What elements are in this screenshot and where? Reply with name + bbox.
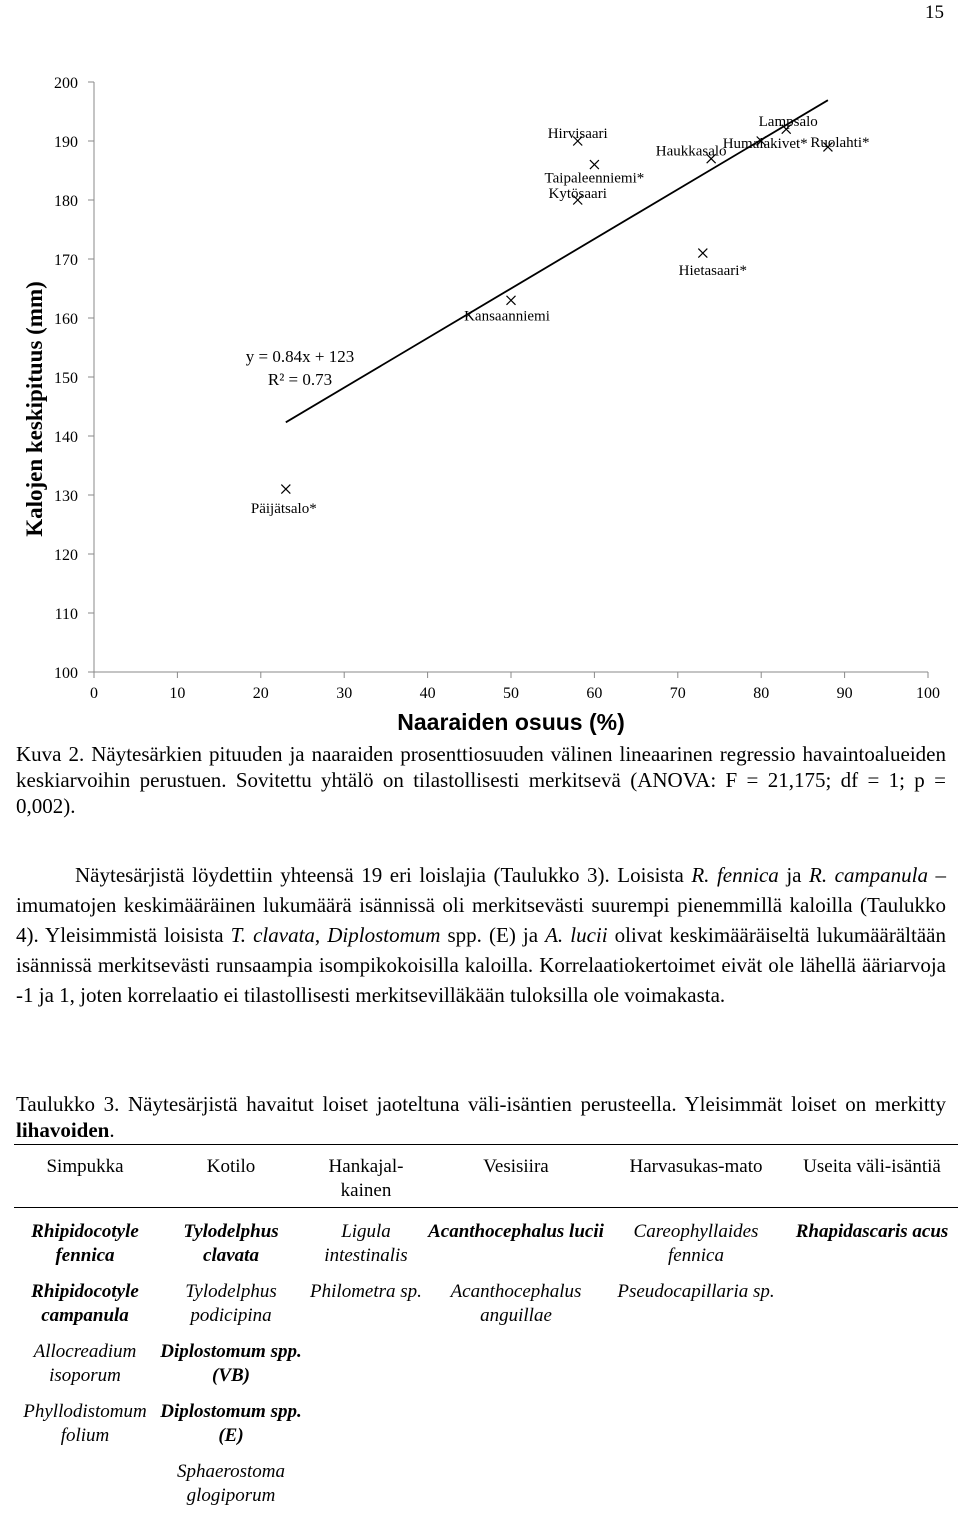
table-cell (786, 1340, 958, 1400)
y-tick-label: 110 (54, 606, 78, 623)
table-cell (606, 1460, 786, 1520)
table-header-cell: Simpukka (14, 1145, 156, 1208)
data-point-label: Hirvisaari (547, 126, 608, 142)
data-point-label: Haukkasalo (655, 143, 727, 160)
table-cell: Ligula intestinalis (324, 1221, 408, 1266)
x-tick-label: 80 (753, 685, 770, 702)
table-header-cell: Kotilo (156, 1145, 306, 1208)
table-header-cell: Harvasukas-mato (606, 1145, 786, 1208)
table-cell (606, 1340, 786, 1400)
parasite-table (14, 1144, 958, 1520)
y-tick-label: 200 (54, 75, 78, 92)
y-tick-label: 190 (54, 134, 78, 151)
table-cell (786, 1460, 958, 1520)
table-cell: Rhapidascaris acus (795, 1221, 949, 1242)
table-cell (306, 1400, 426, 1460)
x-tick-label: 60 (586, 685, 603, 702)
data-point-label: Ruolahti* (810, 134, 870, 151)
table-row (14, 1280, 958, 1340)
table-cell (786, 1280, 958, 1340)
table-cell: Phyllodistomum folium (23, 1401, 147, 1446)
y-tick-label: 140 (54, 429, 78, 446)
x-axis-title: Naaraiden osuus (%) (397, 709, 625, 735)
table-caption: Taulukko 3. Näytesärjistä havaitut loiset jaoteltuna väli-isäntien perusteella. Yleisimmät loiset on merkitty lihavoiden. (16, 1092, 946, 1142)
y-tick-label: 150 (54, 370, 78, 387)
data-point-label: Kytösaari (548, 186, 607, 202)
y-tick-label: 120 (54, 547, 78, 564)
data-point-marker (507, 296, 516, 305)
table-cell: Acanthocephalus anguillae (450, 1281, 582, 1326)
table-cell (306, 1340, 426, 1400)
x-tick-label: 70 (669, 685, 686, 702)
table-header-cell: Hankajal-kainen (306, 1145, 426, 1208)
y-tick-label: 170 (54, 252, 78, 269)
scatter-chart (0, 60, 960, 735)
figure-caption: Kuva 2. Näytesärkien pituuden ja naaraiden prosenttiosuuden välinen lineaarinen regressio havaintoalueiden keskiarvoihin perustuen. Sovitettu yhtälö on tilastollisesti merkitsevä (ANOVA: F = 21,175; df = 1; p = 0,002). (16, 742, 946, 818)
table-cell (606, 1400, 786, 1460)
x-tick-label: 50 (503, 685, 519, 702)
table-cell: Tylodelphus podicipina (185, 1281, 277, 1326)
data-point-label: Kansaanniemi (464, 308, 550, 325)
table-cell (426, 1340, 606, 1400)
table-cell (786, 1400, 958, 1460)
table-cell: Acanthocephalus lucii (428, 1221, 604, 1242)
x-tick-label: 40 (419, 685, 436, 702)
r-squared: R² = 0.73 (267, 370, 333, 389)
table-cell (306, 1460, 426, 1520)
y-axis-title: Kalojen keskipituus (mm) (22, 281, 47, 537)
table-cell: Allocreadium isoporum (33, 1341, 137, 1386)
data-point-marker (698, 249, 707, 258)
y-tick-label: 160 (54, 311, 78, 328)
table-row (14, 1208, 958, 1281)
y-tick-label: 100 (54, 665, 78, 682)
table-header-row (14, 1145, 958, 1208)
y-tick-label: 180 (54, 193, 78, 210)
table-cell: Diplostomum spp. (E) (160, 1401, 302, 1446)
x-tick-label: 30 (336, 685, 353, 702)
data-point-marker (281, 485, 290, 494)
trend-equation: y = 0.84x + 123 (245, 347, 355, 366)
data-point-label: Hietasaari* (678, 263, 747, 280)
x-tick-label: 90 (836, 685, 853, 702)
table-row (14, 1460, 958, 1520)
table-cell: Philometra sp. (310, 1281, 422, 1302)
body-paragraph: Näytesärjistä löydettiin yhteensä 19 eri loislajia (Taulukko 3). Loisista R. fennica ja R. campanula –imumatojen keskimääräinen lukumäärä isännissä oli merkitsevästi suurempi pienemmillä kaloilla (Taulukko 4). Yleisimmistä loisista T. clavata, Diplostomum spp. (E) ja A. lucii olivat keskimääräiseltä lukumäärältään isännissä merkitsevästi runsaampia isompikokoisilla kaloilla. Korrelaatiokertoimet eivät ole lähellä ääriarvoja -1 ja 1, joten korrelaatio ei tilastollisesti merkitsevilläkään tuloksilla ole voimakasta. (16, 863, 947, 1007)
page-number: 15 (925, 2, 944, 23)
table-cell: Sphaerostoma glogiporum (176, 1461, 286, 1506)
table-cell: Pseudocapillaria sp. (617, 1281, 775, 1302)
table-cell (426, 1460, 606, 1520)
data-point-label: Taipaleenniemi* (544, 170, 645, 187)
data-point-label: Humalakivet* (722, 136, 808, 152)
table-header-cell: Useita väli-isäntiä (786, 1145, 958, 1208)
y-tick-label: 130 (54, 488, 78, 505)
table-cell: Diplostomum spp. (VB) (160, 1341, 302, 1386)
table-header-cell: Vesisiira (426, 1145, 606, 1208)
x-tick-label: 0 (90, 685, 98, 702)
table-cell: Tylodelphus clavata (183, 1221, 279, 1266)
x-tick-label: 20 (252, 685, 269, 702)
data-point-label: Päijätsalo* (250, 501, 317, 518)
table-cell (14, 1460, 156, 1520)
x-tick-label: 10 (169, 685, 186, 702)
table-cell (426, 1400, 606, 1460)
data-point-label: Lampsalo (758, 114, 818, 131)
x-tick-label: 100 (916, 685, 940, 702)
data-point-marker (590, 160, 599, 169)
table-cell: Rhipidocotyle campanula (31, 1281, 139, 1326)
table-cell: Careophyllaides fennica (633, 1221, 759, 1266)
table-row (14, 1400, 958, 1460)
table-row (14, 1340, 958, 1400)
table-cell: Rhipidocotyle fennica (31, 1221, 139, 1266)
